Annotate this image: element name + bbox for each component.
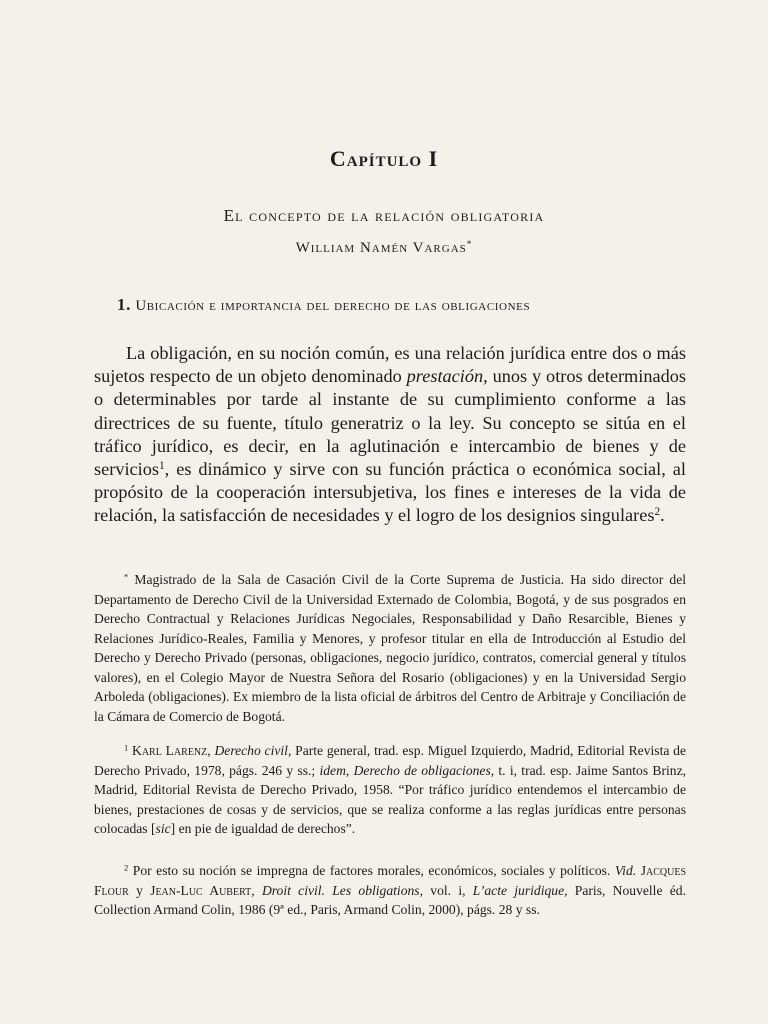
- footnote-2: [94, 861, 686, 920]
- footnote-text: Por esto su noción se impregna de factores morales, económicos, sociales y políticos.: [132, 863, 615, 878]
- footnote-text: , vol. i,: [419, 882, 473, 898]
- body-emphasis-prestacion: prestación: [406, 366, 484, 387]
- chapter-heading: Capítulo I: [329, 146, 439, 171]
- footnote-text: , Paris, Nouvelle éd. Collection Armand Colin, 1986 (9ª ed., Paris, Armand Colin, 2000), págs. 28 y ss.: [94, 882, 687, 917]
- footnote-text: ] en pie de igualdad de derechos”.: [170, 821, 356, 836]
- footnote-text: y: [128, 882, 151, 898]
- footnote-1: [94, 741, 686, 839]
- footnote-ref-2: 2: [654, 506, 661, 519]
- footnote-text: ,: [207, 743, 215, 758]
- footnote-cited-author: Jacques Flour: [94, 863, 687, 898]
- footnote-cited-work: Derecho civil: [214, 743, 288, 758]
- author-line: [0, 240, 768, 257]
- footnote-text: Magistrado de la Sala de Casación Civil de la Corte Suprema de Justicia. Ha sido director del Departamento de Derecho Civil de la Universidad Externado de Colombia, Bogotá, y de sus posgrados en Derecho Contractual y Relaciones Jurídicas Negociales, Responsabilidad y Daño Resarcible, Bienes y Relaciones Jurídico-Reales, Familia y Menores, y profesor titular en ella de Introducción al Estudio del Derecho y Derecho Privado (personas, obligaciones, negocio jurídico, contratos, comercial general y títulos valores), en el Colegio Mayor de Nuestra Señora del Rosario (obligaciones) y en la Universidad Sergio Arboleda (obligaciones). Ex miembro de la lista oficial de árbitros del Centro de Arbitraje y Conciliación de la Cámara de Comercio de Bogotá.: [94, 572, 686, 724]
- footnote-text: , Parte general, trad. esp. Miguel Izquierdo, Madrid, Editorial Revista de Derecho Privado, 1978, págs. 246 y ss.;: [94, 743, 687, 778]
- chapter-title: El concepto de la relación obligatoria: [223, 206, 545, 225]
- footnote-mark: 2: [124, 862, 129, 873]
- footnote-text: ,: [251, 882, 262, 898]
- footnote-text: , t. i, trad. esp. Jaime Santos Brinz, Madrid, Editorial Revista de Derecho Privado, 1958. “Por tráfico jurídico entendemos el intercambio de bienes, prestaciones de cosas y de servicios, que se realiza conforme a las reglas jurídicas entre personas colocadas [: [94, 762, 686, 836]
- footnote-mark: 1: [124, 742, 129, 753]
- footnote-sic: sic: [155, 821, 171, 836]
- body-paragraph: [94, 342, 686, 528]
- author-name: William Namén Vargas: [295, 240, 467, 256]
- section-number: 1.: [117, 295, 131, 314]
- footnote-author: [94, 570, 686, 726]
- footnote-vid: Vid.: [614, 863, 637, 878]
- footnote-mark: *: [124, 571, 129, 582]
- author-footnote-mark: *: [466, 239, 473, 250]
- body-text-part-2: , unos y otros determinados o determinables por tarde al instante de su cumplimiento conforme a las directrices de su fuente, título generatriz o la ley. Su concepto se sitúa en el tráfico jurídico, es decir, en la aglutinación e intercambio de bienes y de servicios: [94, 366, 686, 480]
- footnote-cited-author: Jean-Luc Aubert: [150, 882, 252, 898]
- footnote-cited-author: Karl Larenz: [132, 743, 208, 758]
- footnote-ref-1: 1: [158, 459, 165, 472]
- section-title: Ubicación e importancia del derecho de las obligaciones: [135, 298, 531, 314]
- footnote-text: ,: [345, 762, 354, 778]
- footnote-idem: idem: [319, 762, 346, 778]
- footnote-cited-work: L’acte juridique: [472, 882, 565, 898]
- footnote-cited-work: Derecho de obligaciones: [353, 762, 491, 778]
- body-text-part-3: , es dinámico y sirve con su función práctica o económica social, al propósito de la cooperación intersubjetiva, los fines e intereses de la vida de relación, la satisfacción de necesidades y el logro de los designios singulares: [94, 459, 686, 526]
- body-text-part-4: .: [660, 505, 665, 526]
- footnote-cited-work: Droit civil. Les obligations: [261, 882, 420, 898]
- body-text-part-1: La obligación, en su noción común, es una relación jurídica entre dos o más sujetos respecto de un objeto denominado: [94, 343, 686, 387]
- body-text: [94, 342, 686, 528]
- section-heading: [117, 295, 717, 315]
